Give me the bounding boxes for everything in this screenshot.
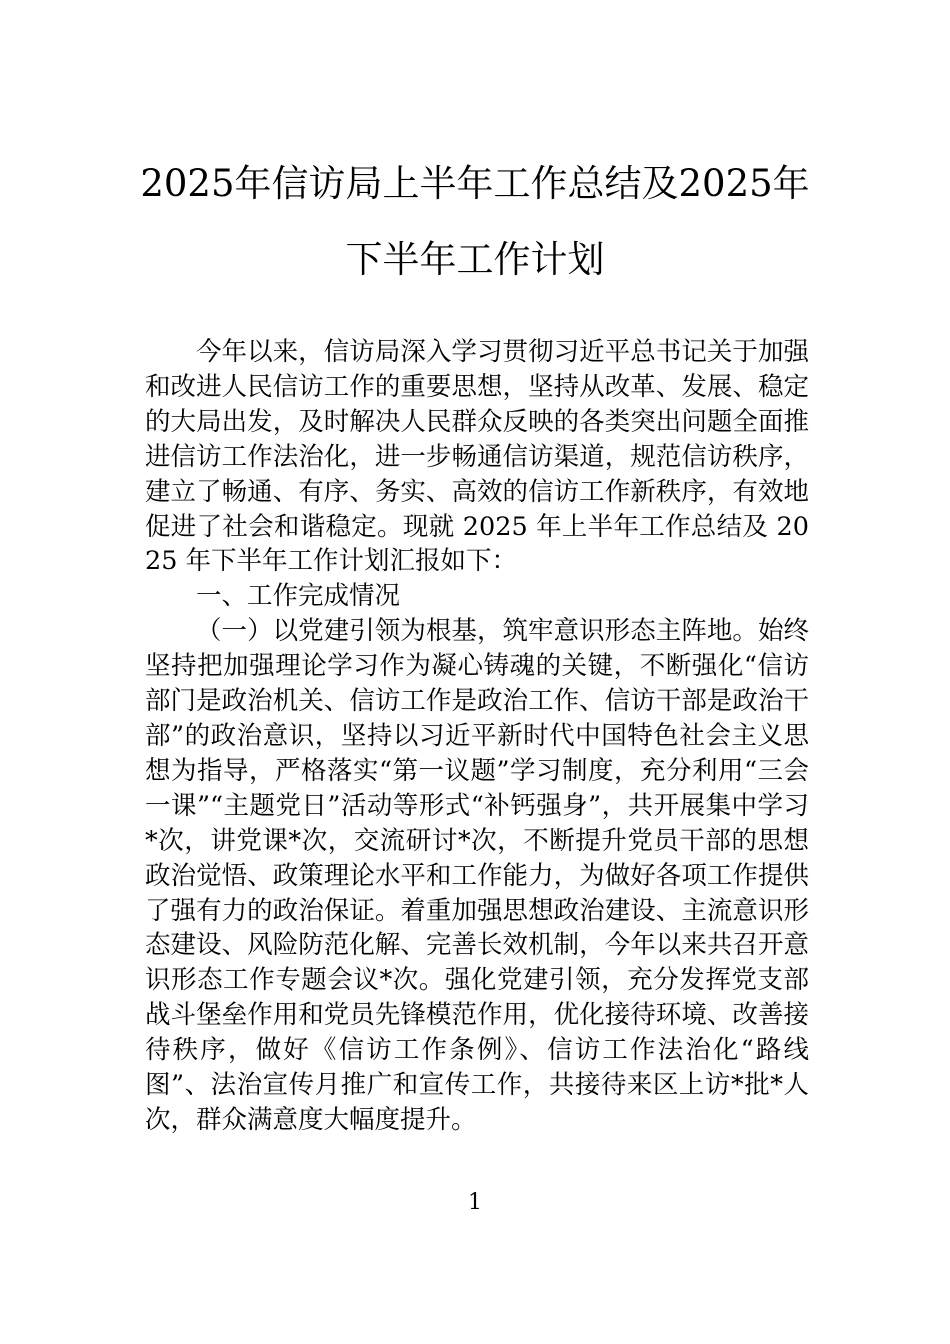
document-title: 2025年信访局上半年工作总结及2025年下半年工作计划 — [140, 162, 810, 281]
section-paragraph: （一）以党建引领为根基，筑牢意识形态主阵地。始终坚持把加强理论学习作为凝心铸魂的关键，不断强化“信访部门是政治机关、信访工作是政治工作、信访干部是政治干部”的政治意识，坚持以习近平新时代中国特色社会主义思想为指导，严格落实“第一议题”学习制度，充分利用“三会一课”“主题党日”活动等形式“补钙强身”，共开展集中学习*次，讲党课*次，交流研讨*次，不断提升党员干部的思想政治觉悟、政策理论水平和工作能力，为做好各项工作提供了强有力的政治保证。着重加强思想政治建设、主流意识形态建设、风险防范化解、完善长效机制，今年以来共召开意识形态工作专题会议*次。强化党建引领，充分发挥党支部战斗堡垒作用和党员先锋模范作用，优化接待环境、改善接待秩序，做好《信访工作条例》、信访工作法治化“路线图”、法治宣传月推广和宣传工作，共接待来区上访*批*人次，群众满意度大幅度提升。 — [145, 616, 809, 1135]
page-number: 1 — [468, 1190, 482, 1215]
intro-paragraph: 今年以来，信访局深入学习贯彻习近平总书记关于加强和改进人民信访工作的重要思想，坚持从改革、发展、稳定的大局出发，及时解决人民群众反映的各类突出问题全面推进信访工作法治化，进一步畅通信访渠道，规范信访秩序，建立了畅通、有序、务实、高效的信访工作新秩序，有效地促进了社会和谐稳定。现就 2025 年上半年工作总结及 2025 年下半年工作计划汇报如下： — [145, 337, 809, 577]
section-heading: 一、工作完成情况 — [196, 581, 401, 612]
document-body — [145, 335, 809, 1138]
